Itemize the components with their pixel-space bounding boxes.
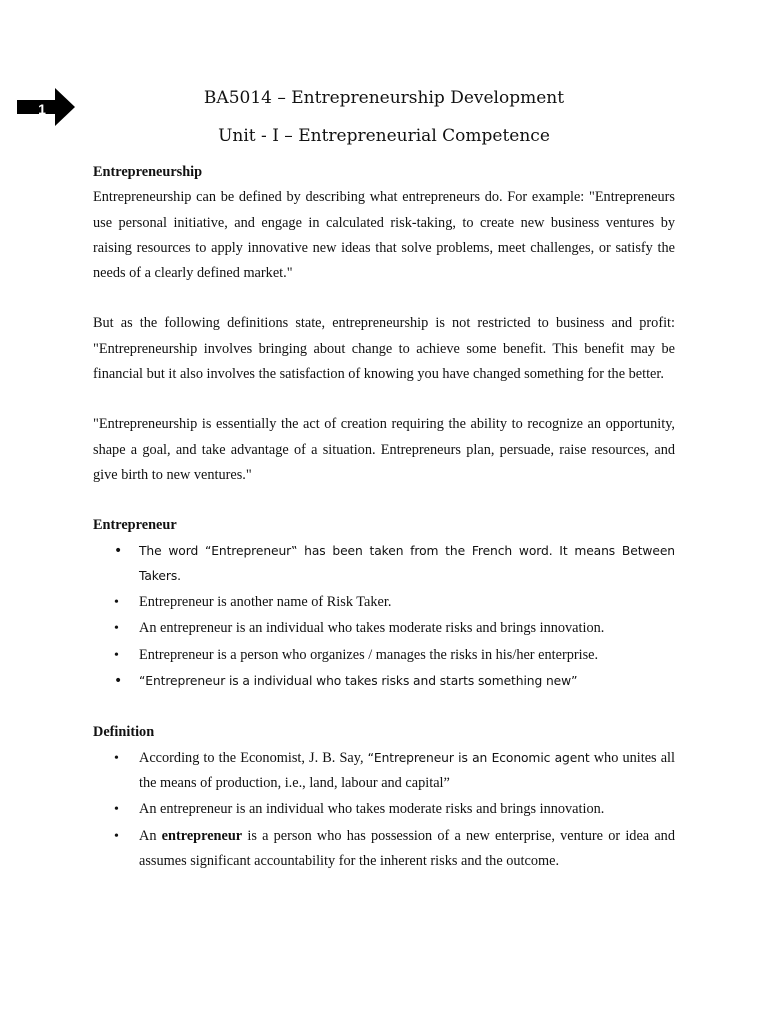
document-body [93,160,675,875]
list-item: • An entrepreneur is an individual who takes moderate risks and brings innovation. [93,616,675,641]
list-item: • An entrepreneur is an individual who takes moderate risks and brings innovation. [93,797,675,822]
list-item: • The word “Entrepreneur‟ has been taken from the French word. It means Between Takers. [93,539,675,590]
definition-list [93,746,675,874]
list-item: • “Entrepreneur is a individual who takes risks and starts something new” [93,669,675,694]
entrepreneur-list [93,539,675,695]
list-item [93,824,675,875]
page-number: 1 [38,101,46,117]
section-heading-entrepreneur: Entrepreneur [93,517,177,534]
paragraph: But as the following definitions state, entrepreneurship is not restricted to business and profit: "Entrepreneurship involves bringing about change to achieve some benefit. This benefit may be financial but it also involves the satisfaction of knowing you have changed something for the better. [93,315,675,383]
section-heading-entrepreneurship: Entrepreneurship [93,164,203,180]
list-item-text: According to the Economist, J. B. Say, [139,749,368,766]
list-item: • Entrepreneur is a person who organizes / manages the risks in his/her enterprise. [93,643,675,668]
list-item-text: An [139,827,162,844]
paragraph: "Entrepreneurship is essentially the act of creation requiring the ability to recognize an opportunity, shape a goal, and take advantage of a situation. Entrepreneurs plan, persuade, raise resources, and give birth to new ventures." [93,416,675,483]
list-item-quote: “Entrepreneur is an Economic agent [367,750,590,765]
list-item [93,746,675,797]
list-item: • Entrepreneur is another name of Risk Taker. [93,590,675,615]
course-title: BA5014 – Entrepreneurship Development [203,88,565,108]
paragraph: Entrepreneurship can be defined by describing what entrepreneurs do. For example: "Entrepreneurs use personal initiative, and engage in calculated risk-taking, to create new business ventures by raising resources to apply innovative new ideas that solve problems, meet challenges, or satisfy the needs of a clearly defined market." [93,189,675,282]
section-heading-definition: Definition [93,724,155,741]
list-item-text: who unites all the means of production, i.e., land, labour and capital” [139,749,675,791]
unit-title: Unit - I – Entrepreneurial Competence [218,126,550,146]
list-item-text: is a person who has possession of a new enterprise, venture or idea and assumes significant accountability for the inherent risks and the outcome. [139,827,675,869]
bold-term: entrepreneur [161,827,243,844]
